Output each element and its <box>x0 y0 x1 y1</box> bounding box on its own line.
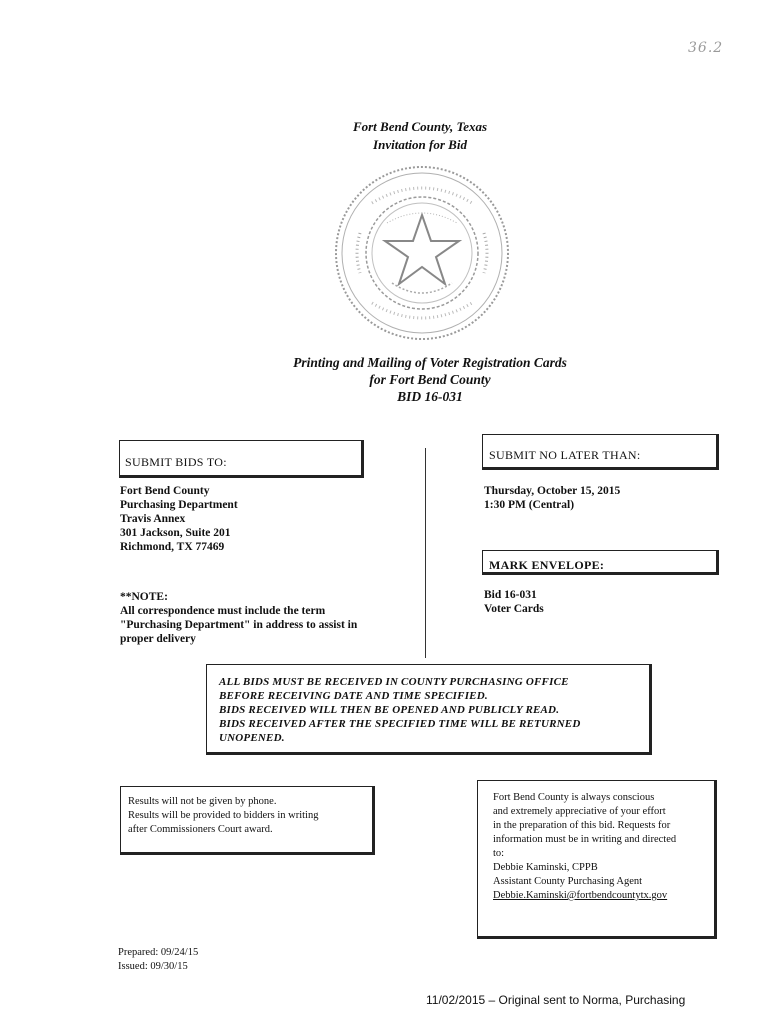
bid-title-line2: for Fort Bend County <box>369 372 491 387</box>
handwritten-mark: 36.2 <box>688 40 724 56</box>
contact-title: Assistant County Purchasing Agent <box>493 876 643 887</box>
deadline-date: Thursday, October 15, 2015 <box>484 485 621 497</box>
header-county: Fort Bend County, Texas <box>352 119 488 134</box>
contact-text <box>493 791 714 903</box>
note-line: "Purchasing Department" in address to assist in <box>120 619 358 631</box>
address-line: Fort Bend County <box>120 485 210 497</box>
prepared-date: Prepared: 09/24/15 <box>118 947 199 958</box>
address-line: Purchasing Department <box>120 499 238 511</box>
footer-note: 11/02/2015 – Original sent to Norma, Purchasing <box>426 993 686 1007</box>
submit-bids-label-box <box>119 440 364 478</box>
column-divider <box>425 448 426 658</box>
address-line: Richmond, TX 77469 <box>120 541 225 553</box>
contact-line: and extremely appreciative of your effort <box>493 806 666 817</box>
contact-email-link[interactable]: Debbie.Kaminski@fortbendcountytx.gov <box>493 890 668 901</box>
contact-line: Fort Bend County is always conscious <box>493 792 655 803</box>
deadline-time: 1:30 PM (Central) <box>484 499 575 511</box>
envelope-label: MARK ENVELOPE: <box>489 558 605 572</box>
warning-line: UNOPENED. <box>219 732 285 744</box>
deadline-text <box>484 484 620 512</box>
warning-text <box>219 675 649 745</box>
results-line: after Commissioners Court award. <box>128 824 273 835</box>
results-box <box>120 786 375 855</box>
deadline-label-box <box>482 434 719 470</box>
envelope-bid-number: Bid 16-031 <box>484 589 537 601</box>
correspondence-note <box>120 590 410 646</box>
warning-line: ALL BIDS MUST BE RECEIVED IN COUNTY PURCHASING OFFICE <box>219 676 569 688</box>
results-line: Results will not be given by phone. <box>128 796 277 807</box>
envelope-label-box <box>482 550 719 575</box>
header-invitation: Invitation for Bid <box>373 137 467 152</box>
prepared-issued-dates <box>118 946 198 974</box>
contact-line: to: <box>493 848 505 859</box>
contact-line: in the preparation of this bid. Requests for <box>493 820 671 831</box>
submit-address <box>120 484 238 554</box>
envelope-text <box>484 588 544 616</box>
warning-line: BIDS RECEIVED WILL THEN BE OPENED AND PUBLICLY READ. <box>219 704 560 716</box>
issued-date: Issued: 09/30/15 <box>118 961 188 972</box>
results-line: Results will be provided to bidders in writing <box>128 810 319 821</box>
bid-title <box>200 354 660 405</box>
note-line: proper delivery <box>120 633 196 645</box>
results-text <box>128 795 372 837</box>
contact-name: Debbie Kaminski, CPPB <box>493 862 598 873</box>
submit-bids-label: SUBMIT BIDS TO: <box>125 455 227 469</box>
document-header <box>285 118 555 154</box>
note-label: **NOTE: <box>120 591 168 603</box>
contact-box <box>477 780 717 939</box>
warning-line: BIDS RECEIVED AFTER THE SPECIFIED TIME WILL BE RETURNED <box>219 718 581 730</box>
bid-title-line1: Printing and Mailing of Voter Registration Cards <box>293 355 567 370</box>
warning-box <box>206 664 652 755</box>
envelope-bid-name: Voter Cards <box>484 603 544 615</box>
contact-line: information must be in writing and directed <box>493 834 677 845</box>
warning-line: BEFORE RECEIVING DATE AND TIME SPECIFIED. <box>219 690 488 702</box>
note-line: All correspondence must include the term <box>120 605 326 617</box>
address-line: 301 Jackson, Suite 201 <box>120 527 231 539</box>
deadline-label: SUBMIT NO LATER THAN: <box>489 448 641 462</box>
bid-number: BID 16-031 <box>397 389 463 404</box>
address-line: Travis Annex <box>120 513 186 525</box>
county-seal-icon <box>332 163 512 343</box>
